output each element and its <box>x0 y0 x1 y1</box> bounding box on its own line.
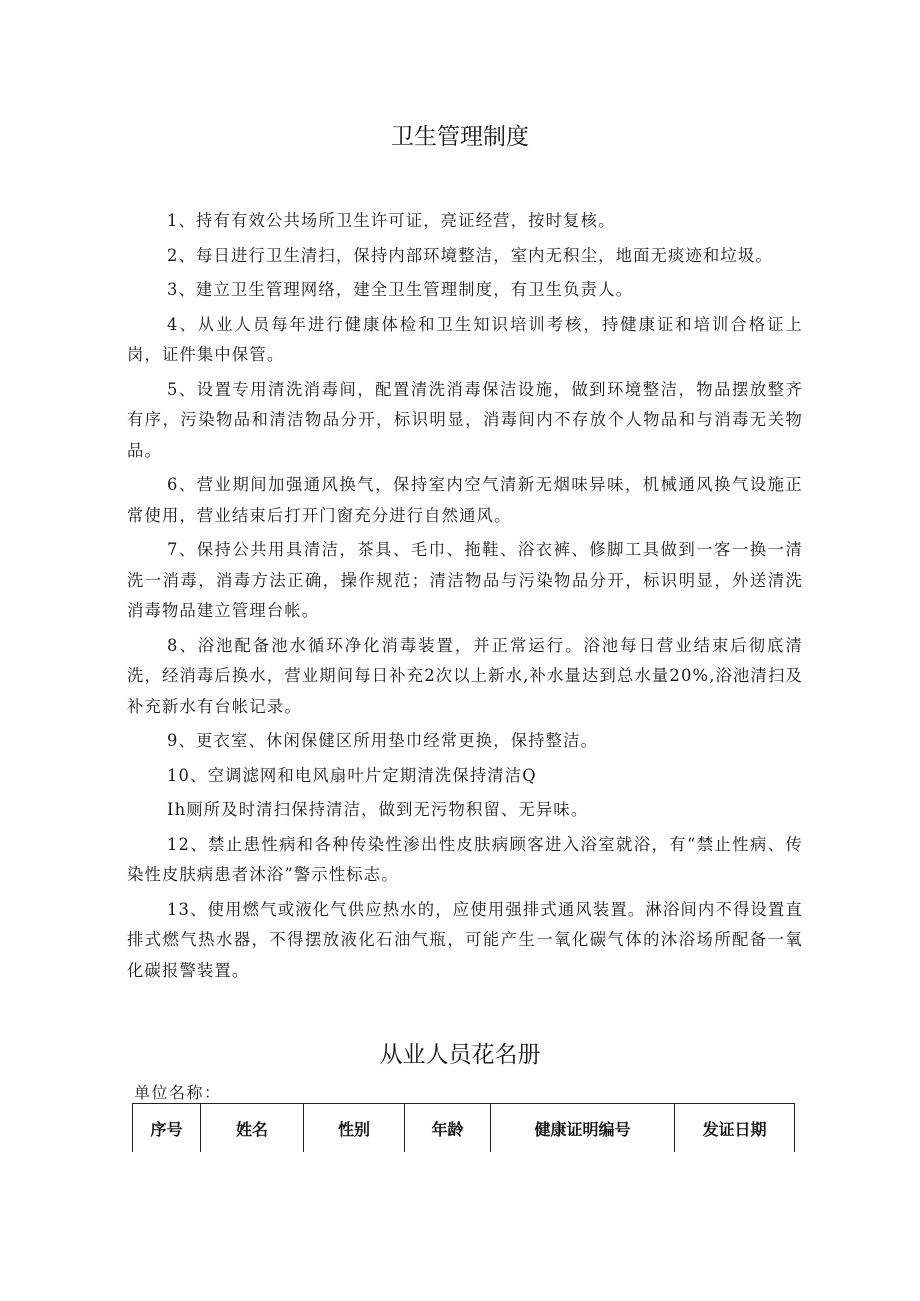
column-header-gender: 性别 <box>304 1104 405 1153</box>
page-title-hygiene-rules: 卫生管理制度 <box>391 124 529 150</box>
column-header-number: 序号 <box>133 1104 201 1153</box>
column-header-issue-date: 发证日期 <box>675 1104 795 1153</box>
column-header-name: 姓名 <box>201 1104 304 1153</box>
rule-item-4: 4、从业人员每年进行健康体检和卫生知识培训考核，持健康证和培训合格证上岗，证件集中保管。 <box>127 314 803 364</box>
page-title-staff-roster: 从业人员花名册 <box>379 1042 541 1068</box>
rule-item-1: 1、持有有效公共场所卫生许可证，亮证经营，按时复核。 <box>167 211 616 230</box>
unit-name-label: 单位名称： <box>134 1083 222 1102</box>
rule-item-3: 3、建立卫生管理网络，建全卫生管理制度，有卫生负责人。 <box>167 280 634 299</box>
rule-item-6: 6、营业期间加强通风换气，保持室内空气清新无烟味异味，机械通风换气设施正常使用，营业结束后打开门窗充分进行自然通风。 <box>127 475 803 525</box>
column-header-age: 年龄 <box>405 1104 491 1153</box>
staff-roster-table <box>132 1103 795 1152</box>
rule-item-7: 7、保持公共用具清洁，茶具、毛巾、拖鞋、浴衣裤、修脚工具做到一客一换一清洗一消毒，消毒方法正确，操作规范；清洁物品与污染物品分开，标识明显，外送清洗消毒物品建立管理台帐。 <box>127 540 803 620</box>
rule-item-13: 13、使用燃气或液化气供应热水的，应使用强排式通风装置。淋浴间内不得设置直排式燃气热水器，不得摆放液化石油气瓶，可能产生一氧化碳气体的沐浴场所配备一氧化碳报警装置。 <box>127 899 803 980</box>
rule-item-9: 9、更衣室、休闲保健区所用垫巾经常更换，保持整洁。 <box>167 731 599 750</box>
rules-list <box>127 206 803 990</box>
rule-item-8: 8、浴池配备池水循环净化消毒装置，并正常运行。浴池每日营业结束后彻底清洗，经消毒后换水，营业期间每日补充2次以上新水,补水量达到总水量20%,浴池清扫及补充新水有台帐记录。 <box>127 635 803 716</box>
rule-item-5: 5、设置专用清洗消毒间，配置清洗消毒保洁设施，做到环境整洁，物品摆放整齐有序，污染物品和清洁物品分开，标识明显，消毒间内不存放个人物品和与消毒无关物品。 <box>127 379 803 460</box>
table-header-row <box>133 1104 795 1153</box>
column-header-health-cert-no: 健康证明编号 <box>491 1104 675 1153</box>
rule-item-2: 2、每日进行卫生清扫，保持内部环境整洁，室内无积尘，地面无痰迹和垃圾。 <box>167 245 773 265</box>
rule-item-12: 12、禁止患性病和各种传染性渗出性皮肤病顾客进入浴室就浴，有“禁止性病、传染性皮肤病患者沐浴”警示性标志。 <box>127 834 803 884</box>
rule-item-11: Ih厕所及时清扫保持清洁，做到无污物积留、无异味。 <box>167 800 589 819</box>
rule-item-10: 10、空调滤网和电风扇叶片定期清洗保持清洁Q <box>167 765 537 785</box>
